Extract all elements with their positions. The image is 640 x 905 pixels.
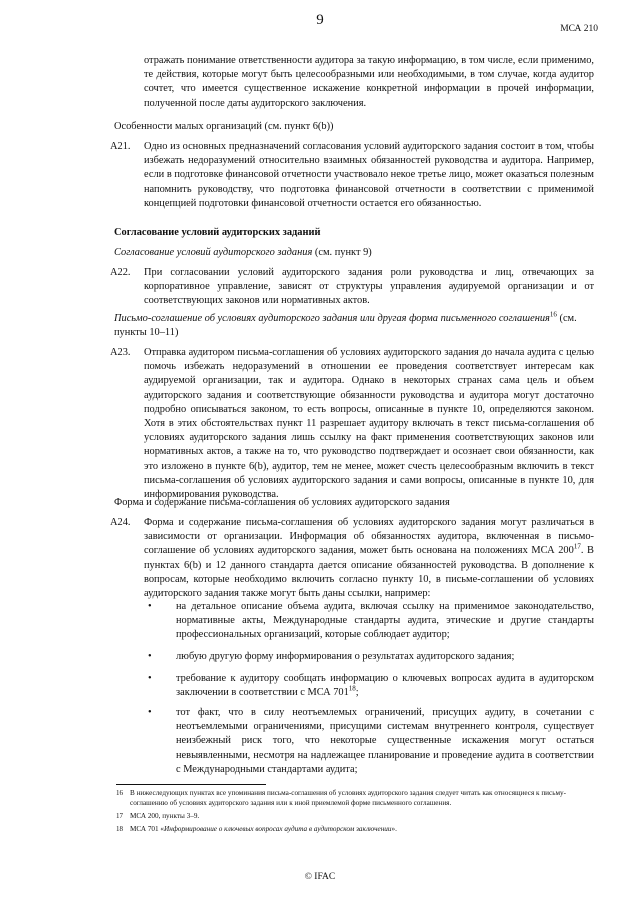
footnote-separator: [116, 784, 266, 785]
page-number: 9: [316, 12, 324, 28]
footnote-ref-16[interactable]: 16: [549, 310, 557, 319]
bullet3-end: ;: [355, 687, 359, 699]
paragraph-text: [144, 516, 594, 601]
subheading-letter: [114, 312, 594, 340]
bullet-item: [144, 600, 594, 643]
bullet-icon: •: [148, 651, 152, 662]
paragraph-number: A23.: [110, 347, 131, 358]
paragraph-a24: [110, 516, 594, 601]
bullet-text: любую другую форму информирования о результатах аудиторского задания;: [176, 651, 515, 662]
bullet-text: на детальное описание объема аудита, включая ссылку на применимое законодательство, нормативные акты, Международные стандарты аудита, этические и другие стандарты профессиональных организаций, которые соблюдает аудитор;: [176, 601, 594, 641]
intro-paragraph: [144, 54, 594, 111]
document-code: МСА 210: [560, 24, 598, 34]
paragraph-number: A24.: [110, 517, 131, 528]
a24-text-part2: . В пунктах 6(b) и 12 данного стандарта дается описание обязанностей руководства. В дополнение к вопросам, которые необходимо включить согласно пункту 10, в письме-соглашении об условиях аудиторского задания также могут быть даны ссылки, например:: [144, 545, 594, 600]
intro-text: отражать понимание ответственности аудитора за такую информацию, в том числе, если применимо, те действия, которые могут быть целесообразными или необходимыми, в том случае, когда аудитор сочтет, что имеется существенное искажение конкретной информации в прочей информации, полученной после даты аудиторского заключения.: [144, 55, 594, 109]
bullet-icon: •: [148, 707, 152, 718]
footnote-text: МСА 200, пункты 3–9.: [130, 812, 200, 820]
bullet-text: тот факт, что в силу неотъемлемых ограничений, присущих аудиту, в сочетании с неотъемлемыми ограничениями, присущими системам внутреннего контроля, существует неизбежный риск того, что некоторые существенные искажения могут остаться невыявленными, несмотря на надлежащее планирование и проведение аудита в соответствии с Международными стандартами аудита;: [176, 707, 594, 775]
bullet-item: [144, 672, 594, 700]
footer-copyright: © IFAC: [304, 872, 336, 882]
paragraph-number: A21.: [110, 141, 131, 152]
footnotes: [116, 788, 594, 837]
paragraph-a23: [110, 346, 594, 502]
bullet-icon: •: [148, 601, 152, 612]
paragraph-text: Отправка аудитором письма-соглашения об условиях аудиторского задания до начала аудита с целью помочь избежать недоразумений в отношении ее проведения соответствует интересам как аудируемой организации, так и аудитора. Однако в некоторых странах сама цель и объем аудиторского задания и соответствующие обязанности руководства и аудитора могут достаточно подробно описываться законом, то есть вопросы, описанные в пункте 10, определяются законом. Хотя в этих обстоятельствах пункт 11 разрешает аудитору включать в текст письма-соглашения об условиях аудиторского задания лишь ссылку на факт применения соответствующих законов или нормативных актов, а также на то, что руководство подтверждает и осознает свои обязанности, как это изложено в пункте 6(b), аудитор, тем не менее, может счесть целесообразным включить в текст письма-соглашения об условиях аудиторского задания и сами вопросы, описанные в пункте 10, для информирования руководства.: [144, 347, 594, 501]
paragraph-text: При согласовании условий аудиторского задания роли руководства и лиц, отвечающих за корпоративное управление, зависят от структуры управления аудируемой организации и от соответствующих законов или нормативных актов.: [144, 267, 594, 307]
footnote-text: [130, 824, 594, 834]
heading-form: Форма и содержание письма-соглашения об условиях аудиторского задания: [114, 497, 450, 508]
footnote-ref-17[interactable]: 17: [573, 542, 581, 551]
bullet-text: [176, 672, 594, 700]
bullet3-text: требование к аудитору сообщать информацию о ключевых вопросах аудита в аудиторском заключении в соответствии с МСА 701: [176, 673, 594, 699]
paragraph-text: Одно из основных предназначений согласования условий аудиторского задания состоит в том, чтобы избежать недоразумений относительно взаимных обязанностей руководства и аудитора. Например, если в подготовке финансовой отчетности участвовало некое третье лицо, может оказаться полезным напомнить руководству, что подготовка финансовой отчетности в соответствии с применимой концепцией подготовки финансовой отчетности остается его обязанностью.: [144, 141, 594, 209]
footnote-18-plain: МСА 701 «: [130, 825, 164, 833]
heading-agreement: Согласование условий аудиторских заданий: [114, 227, 321, 238]
subheading-agreement-title: Согласование условий аудиторского задания: [114, 247, 313, 258]
bullet-icon: •: [148, 673, 152, 684]
subheading-agreement: [114, 246, 372, 260]
paragraph-a22: [110, 266, 594, 309]
bullet-item: [144, 706, 594, 777]
footnote-16: [116, 788, 594, 808]
footnote-number: 17: [116, 812, 123, 820]
footnote-17: [116, 811, 594, 821]
footnote-ref-18[interactable]: 18: [348, 684, 356, 693]
paragraph-number: A22.: [110, 267, 131, 278]
footnote-number: 18: [116, 825, 123, 833]
subheading-letter-title: Письмо-соглашение об условиях аудиторского задания или другая форма письменного соглашения: [114, 313, 550, 324]
subheading-letter-ref: (см. пункты 10–11): [114, 313, 577, 339]
paragraph-a21: [110, 140, 594, 211]
subheading-agreement-ref: (см. пункт 9): [312, 247, 372, 258]
footnote-18-italic: Информирование о ключевых вопросах аудита в аудиторском заключении: [164, 825, 392, 833]
heading-small-entities: Особенности малых организаций (см. пункт 6(b)): [114, 121, 334, 132]
bullet-item: [144, 650, 594, 664]
footnote-18: [116, 824, 594, 834]
footnote-text: В нижеследующих пунктах все упоминания письма-соглашения об условиях аудиторского задания следует читать как относящиеся к письму-соглашению об условиях аудиторского задания или к иной приемлемой форме письменного соглашения.: [130, 789, 567, 807]
footnote-number: 16: [116, 789, 123, 797]
a24-text-part1: Форма и содержание письма-соглашения об условиях аудиторского задания могут различаться в зависимости от организации. Информация об обязанностях аудитора, включенная в письмо-соглашение об условиях аудиторского задания, может быть основана на положениях МСА 200: [144, 517, 594, 557]
footnote-18-end: ».: [391, 825, 397, 833]
